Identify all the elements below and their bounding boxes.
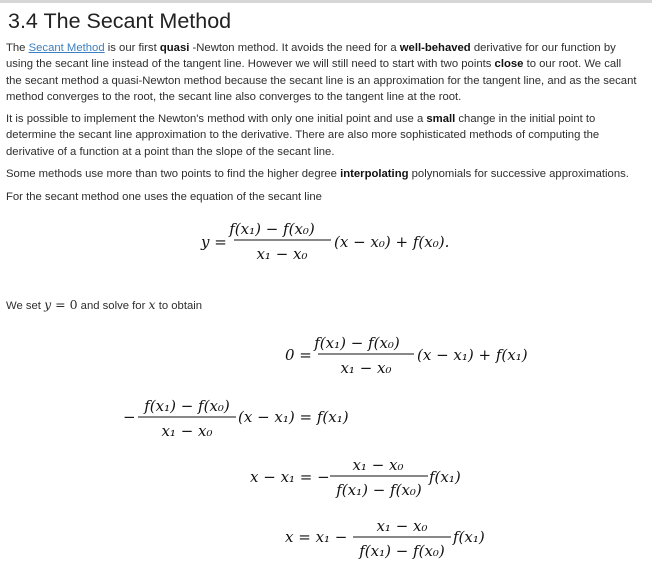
eq1-lhs: y = xyxy=(201,233,227,251)
eq5-rhs: f(x₁) xyxy=(453,528,485,546)
eq5-numerator: x₁ − x₀ xyxy=(376,517,428,535)
paragraph-more-points: Some methods use more than two points to find the higher degree interpolating polynomials for successive approximations. xyxy=(6,168,629,180)
equation-x-minus-x1 xyxy=(250,456,461,499)
eq1-rhs: (x − x₀) + f(x₀). xyxy=(334,233,450,251)
paragraph-one-point: It is possible to implement the Newton's method with only one initial point and use a small change in the initial point to determine the secant line approximation to the derivative. There are also more sophisticated methods of computing the derivative of a function at a point than the slope of the secant line. xyxy=(6,113,600,158)
eq2-numerator: f(x₁) − f(x₀) xyxy=(314,334,400,352)
secant-method-link[interactable]: Secant Method xyxy=(28,42,105,54)
paragraph-intro: The Secant Method is our first quasi -Newton method. It avoids the need for a well-behaved derivative for our function by using the secant line instead of the tangent line. However we will still need to start with two points close to our root. We call the secant method a quasi-Newton method because the secant line is an approximation for the tangent line, and as the secant method converges to the root, the secant line also converges to the tangent line at the root. xyxy=(6,42,637,103)
eq3-lhs: − xyxy=(123,408,136,426)
eq5-denominator: f(x₁) − f(x₀) xyxy=(359,542,445,560)
eq5-lhs: x = x₁ − xyxy=(285,528,348,546)
paragraph-set-y: We set y = 0 and solve for x to obtain xyxy=(6,297,203,312)
eq4-numerator: x₁ − x₀ xyxy=(352,456,404,474)
eq3-denominator: x₁ − x₀ xyxy=(161,422,213,440)
equation-secant-line xyxy=(200,220,449,263)
page-title: 3.4 The Secant Method xyxy=(8,9,232,33)
paragraph-secant-line: For the secant method one uses the equation of the secant line xyxy=(6,191,322,203)
eq2-lhs: 0 = xyxy=(285,346,312,364)
equation-zero xyxy=(285,334,528,377)
eq4-denominator: f(x₁) − f(x₀) xyxy=(336,481,422,499)
equation-rearranged xyxy=(123,397,349,440)
eq3-rhs: (x − x₁) = f(x₁) xyxy=(238,408,349,426)
eq1-numerator: f(x₁) − f(x₀) xyxy=(229,220,315,238)
eq2-denominator: x₁ − x₀ xyxy=(340,359,392,377)
eq1-denominator: x₁ − x₀ xyxy=(256,245,308,263)
eq4-lhs: x − x₁ = − xyxy=(250,468,330,486)
eq2-rhs: (x − x₁) + f(x₁) xyxy=(417,346,528,364)
eq4-rhs: f(x₁) xyxy=(429,468,461,486)
equation-final xyxy=(285,517,485,560)
eq3-numerator: f(x₁) − f(x₀) xyxy=(144,397,230,415)
